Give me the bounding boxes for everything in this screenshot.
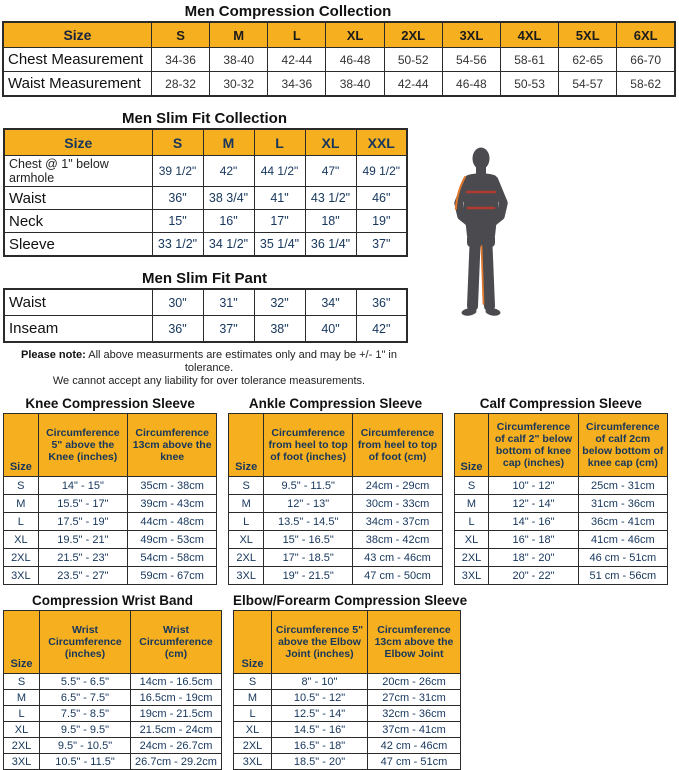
table-cell: XL [4, 531, 39, 549]
table-cell: 66-70 [617, 48, 675, 72]
slim-fit-table-header [4, 129, 407, 156]
table-cell: 3XL [4, 567, 39, 585]
tolerance-note-line2: We cannot accept any liability for over tolerance measurements. [52, 375, 366, 387]
table-cell: 49 1/2" [356, 156, 407, 187]
column-header: 6XL [617, 22, 675, 48]
table-cell: 42-44 [384, 72, 442, 97]
table-cell: 58-62 [617, 72, 675, 97]
table-cell: 9.5" - 10.5" [40, 738, 131, 754]
table-cell: 17" [254, 210, 305, 233]
table-cell: 10.5" - 11.5" [40, 754, 131, 770]
table-cell: 27cm - 31cm [368, 690, 461, 706]
ankle-sleeve-title: Ankle Compression Sleeve [248, 396, 423, 411]
column-header: L [268, 22, 326, 48]
table-cell: 16.5" - 18" [272, 738, 368, 754]
elbow-table-header [234, 611, 461, 674]
column-header: Circumference 13cm above the knee [128, 414, 217, 477]
table-row [4, 316, 407, 343]
table-cell: 12" - 13" [264, 495, 353, 513]
header-row [234, 611, 461, 674]
left-column [0, 110, 679, 388]
table-cell: Inseam [4, 316, 152, 343]
column-header: 4XL [500, 22, 558, 48]
table-cell: 54cm - 58cm [128, 549, 217, 567]
wrist-band-table [3, 610, 222, 770]
table-cell: 39 1/2" [152, 156, 203, 187]
middle-section [0, 110, 679, 388]
table-cell: 31" [203, 289, 254, 316]
table-cell: XL [454, 531, 489, 549]
table-cell: 21.5cm - 24cm [131, 722, 222, 738]
table-cell: Waist Measurement [3, 72, 151, 97]
column-header: M [203, 129, 254, 156]
table-cell: L [234, 706, 272, 722]
table-row [3, 48, 675, 72]
slim-fit-pant-table-body [4, 289, 407, 342]
table-cell: XL [234, 722, 272, 738]
table-cell: 38" [254, 316, 305, 343]
header-row [3, 22, 675, 48]
table-cell: 43 cm - 46cm [353, 549, 442, 567]
table-cell: 9.5" - 11.5" [264, 477, 353, 495]
table-cell: L [229, 513, 264, 531]
table-cell: 46-48 [442, 72, 500, 97]
table-row [3, 72, 675, 97]
table-cell: 10" - 12" [489, 477, 578, 495]
ankle-table-header [229, 414, 442, 477]
table-row [454, 495, 667, 513]
tolerance-note-label: Please note: [21, 349, 86, 361]
column-header: Circumference from heel to top of foot (cm) [353, 414, 442, 477]
table-cell: L [4, 706, 40, 722]
table-cell: 36" [356, 289, 407, 316]
table-cell: 3XL [229, 567, 264, 585]
table-row [4, 187, 407, 210]
table-cell: M [4, 690, 40, 706]
table-cell: 14" - 15" [38, 477, 127, 495]
table-cell: S [229, 477, 264, 495]
ankle-sleeve-section [228, 396, 442, 585]
table-cell: 2XL [4, 738, 40, 754]
table-row [4, 156, 407, 187]
table-cell: 34-36 [151, 48, 209, 72]
table-cell: 39cm - 43cm [128, 495, 217, 513]
table-row [234, 706, 461, 722]
table-cell: 44 1/2" [254, 156, 305, 187]
table-cell: 15" [152, 210, 203, 233]
table-cell: 46" [356, 187, 407, 210]
table-row [454, 549, 667, 567]
table-cell: 31cm - 36cm [578, 495, 667, 513]
ankle-table-body [229, 477, 442, 585]
tolerance-note-line1: All above measurments are estimates only and may be +/- 1" in tolerance. [85, 349, 397, 374]
column-header: Circumference of calf 2" below bottom of knee cap (inches) [489, 414, 578, 477]
table-cell: 30-32 [210, 72, 268, 97]
table-cell: Chest @ 1" below armhole [4, 156, 152, 187]
calf-sleeve-title: Calf Compression Sleeve [479, 396, 642, 411]
table-cell: 18" [305, 210, 356, 233]
table-cell: 35 1/4" [254, 233, 305, 257]
column-header: XL [326, 22, 384, 48]
calf-table-header [454, 414, 667, 477]
column-header: 3XL [442, 22, 500, 48]
table-cell: 17.5" - 19" [38, 513, 127, 531]
wrist-table-header [4, 611, 222, 674]
table-cell: 36cm - 41cm [578, 513, 667, 531]
table-cell: 30" [152, 289, 203, 316]
table-row [4, 567, 217, 585]
man-silhouette-figure [449, 146, 513, 322]
table-cell: 42" [203, 156, 254, 187]
table-cell: 32cm - 36cm [368, 706, 461, 722]
table-cell: S [4, 477, 39, 495]
table-cell: 25cm - 31cm [578, 477, 667, 495]
table-cell: 24cm - 26.7cm [131, 738, 222, 754]
table-cell: 16.5cm - 19cm [131, 690, 222, 706]
table-row [4, 674, 222, 690]
table-cell: 32" [254, 289, 305, 316]
size-chart-page [0, 3, 679, 768]
table-cell: 34" [305, 289, 356, 316]
table-cell: 5.5" - 6.5" [40, 674, 131, 690]
compression-collection-title: Men Compression Collection [184, 3, 392, 20]
table-row [229, 495, 442, 513]
column-header: Circumference 5" above the Knee (inches) [38, 414, 127, 477]
table-cell: 35cm - 38cm [128, 477, 217, 495]
table-cell: 47" [305, 156, 356, 187]
table-cell: 41" [254, 187, 305, 210]
table-row [229, 567, 442, 585]
header-row [4, 129, 407, 156]
table-cell: 20" - 22" [489, 567, 578, 585]
table-cell: XL [4, 722, 40, 738]
table-row [4, 754, 222, 770]
column-header: Wrist Circumference (cm) [131, 611, 222, 674]
slim-fit-table [3, 128, 408, 257]
wrist-table-body [4, 674, 222, 770]
table-cell: 37" [356, 233, 407, 257]
table-cell: 44cm - 48cm [128, 513, 217, 531]
table-cell: 46 cm - 51cm [578, 549, 667, 567]
slim-fit-table-body [4, 156, 407, 257]
table-row [4, 210, 407, 233]
header-row [454, 414, 667, 477]
table-row [229, 477, 442, 495]
table-cell: 50-52 [384, 48, 442, 72]
table-cell: 7.5" - 8.5" [40, 706, 131, 722]
table-cell: 3XL [234, 754, 272, 770]
table-row [4, 289, 407, 316]
table-cell: 43 1/2" [305, 187, 356, 210]
compression-table-header [3, 22, 675, 48]
table-cell: Sleeve [4, 233, 152, 257]
table-cell: 34 1/2" [203, 233, 254, 257]
table-row [4, 495, 217, 513]
sleeve-tables-row-2 [3, 593, 679, 770]
table-cell: 58-61 [500, 48, 558, 72]
table-cell: 23.5" - 27" [38, 567, 127, 585]
table-cell: 2XL [4, 549, 39, 567]
table-cell: 3XL [4, 754, 40, 770]
table-row [4, 722, 222, 738]
table-row [4, 513, 217, 531]
column-header: S [151, 22, 209, 48]
table-cell: 38 3/4" [203, 187, 254, 210]
table-cell: 6.5" - 7.5" [40, 690, 131, 706]
table-cell: Waist [4, 187, 152, 210]
table-cell: S [234, 674, 272, 690]
elbow-sleeve-table [233, 610, 461, 770]
table-row [4, 531, 217, 549]
table-row [234, 674, 461, 690]
table-cell: 54-57 [559, 72, 617, 97]
table-row [4, 233, 407, 257]
table-cell: L [454, 513, 489, 531]
elbow-sleeve-title: Elbow/Forearm Compression Sleeve [233, 593, 468, 608]
table-row [454, 477, 667, 495]
column-header: Size [229, 414, 264, 477]
table-cell: 2XL [454, 549, 489, 567]
column-header: Circumference 5" above the Elbow Joint (inches) [272, 611, 368, 674]
table-cell: 19cm - 21.5cm [131, 706, 222, 722]
table-cell: 36" [152, 187, 203, 210]
column-header: Size [4, 414, 39, 477]
table-cell: 38-40 [326, 72, 384, 97]
table-cell: 37cm - 41cm [368, 722, 461, 738]
table-cell: 28-32 [151, 72, 209, 97]
table-cell: XL [229, 531, 264, 549]
knee-table-body [4, 477, 217, 585]
table-cell: 19.5" - 21" [38, 531, 127, 549]
table-row [229, 531, 442, 549]
table-cell: 16" - 18" [489, 531, 578, 549]
table-cell: 38cm - 42cm [353, 531, 442, 549]
table-row [4, 549, 217, 567]
table-cell: 51 cm - 56cm [578, 567, 667, 585]
table-cell: 18" - 20" [489, 549, 578, 567]
table-cell: 46-48 [326, 48, 384, 72]
slim-fit-title: Men Slim Fit Collection [121, 110, 287, 127]
table-cell: 15.5" - 17" [38, 495, 127, 513]
table-cell: 17" - 18.5" [264, 549, 353, 567]
table-cell: 18.5" - 20" [272, 754, 368, 770]
table-cell: S [4, 674, 40, 690]
table-cell: 62-65 [559, 48, 617, 72]
table-row [4, 706, 222, 722]
table-cell: S [454, 477, 489, 495]
column-header: Circumference from heel to top of foot (inches) [264, 414, 353, 477]
table-cell: 16" [203, 210, 254, 233]
table-cell: 3XL [454, 567, 489, 585]
calf-sleeve-table [454, 413, 668, 585]
table-cell: 21.5" - 23" [38, 549, 127, 567]
table-cell: 42-44 [268, 48, 326, 72]
ankle-sleeve-table [228, 413, 442, 585]
table-cell: 19" - 21.5" [264, 567, 353, 585]
table-row [229, 513, 442, 531]
table-cell: 14cm - 16.5cm [131, 674, 222, 690]
table-cell: 42 cm - 46cm [368, 738, 461, 754]
header-row [229, 414, 442, 477]
table-cell: 42" [356, 316, 407, 343]
table-row [454, 567, 667, 585]
knee-sleeve-table [3, 413, 217, 585]
elbow-sleeve-section [233, 593, 467, 770]
table-cell: 34-36 [268, 72, 326, 97]
table-cell: M [229, 495, 264, 513]
table-row [4, 738, 222, 754]
column-header: Size [4, 611, 40, 674]
table-cell: 30cm - 33cm [353, 495, 442, 513]
column-header: Size [454, 414, 489, 477]
table-cell: 36 1/4" [305, 233, 356, 257]
table-cell: 34cm - 37cm [353, 513, 442, 531]
wrist-band-section [3, 593, 222, 770]
table-row [4, 477, 217, 495]
table-cell: Waist [4, 289, 152, 316]
table-cell: 36" [152, 316, 203, 343]
table-cell: 50-53 [500, 72, 558, 97]
table-cell: 38-40 [210, 48, 268, 72]
table-cell: 15" - 16.5" [264, 531, 353, 549]
table-cell: 2XL [229, 549, 264, 567]
compression-table-body [3, 48, 675, 97]
table-cell: 59cm - 67cm [128, 567, 217, 585]
wrist-band-title: Compression Wrist Band [31, 593, 194, 608]
table-cell: 49cm - 53cm [128, 531, 217, 549]
table-cell: 14" - 16" [489, 513, 578, 531]
table-cell: 12" - 14" [489, 495, 578, 513]
table-cell: 14.5" - 16" [272, 722, 368, 738]
column-header: S [152, 129, 203, 156]
table-cell: 54-56 [442, 48, 500, 72]
column-header: XL [305, 129, 356, 156]
table-cell: 24cm - 29cm [353, 477, 442, 495]
elbow-table-body [234, 674, 461, 770]
slim-fit-pant-title: Men Slim Fit Pant [141, 270, 267, 287]
column-header: M [210, 22, 268, 48]
table-cell: 8" - 10" [272, 674, 368, 690]
header-row [4, 414, 217, 477]
table-cell: M [234, 690, 272, 706]
column-header: Wrist Circumference (inches) [40, 611, 131, 674]
calf-table-body [454, 477, 667, 585]
table-row [454, 531, 667, 549]
table-cell: 33 1/2" [152, 233, 203, 257]
table-cell: 9.5" - 9.5" [40, 722, 131, 738]
table-cell: 41cm - 46cm [578, 531, 667, 549]
knee-table-header [4, 414, 217, 477]
table-cell: 19" [356, 210, 407, 233]
table-row [229, 549, 442, 567]
knee-sleeve-title: Knee Compression Sleeve [25, 396, 195, 411]
table-cell: 47 cm - 50cm [353, 567, 442, 585]
table-row [234, 738, 461, 754]
compression-collection-table [2, 21, 676, 97]
tolerance-note [3, 349, 415, 388]
table-cell: 37" [203, 316, 254, 343]
header-row [4, 611, 222, 674]
table-cell: 26.7cm - 29.2cm [131, 754, 222, 770]
column-header: Size [4, 129, 152, 156]
column-header: 5XL [559, 22, 617, 48]
table-cell: L [4, 513, 39, 531]
table-row [234, 722, 461, 738]
column-header: Circumference of calf 2cm below bottom of knee cap (cm) [578, 414, 667, 477]
knee-sleeve-section [3, 396, 217, 585]
table-cell: 2XL [234, 738, 272, 754]
slim-fit-pant-table [3, 288, 408, 343]
table-cell: M [4, 495, 39, 513]
table-cell: Neck [4, 210, 152, 233]
table-cell: 13.5" - 14.5" [264, 513, 353, 531]
table-cell: 40" [305, 316, 356, 343]
column-header: XXL [356, 129, 407, 156]
table-cell: 10.5" - 12" [272, 690, 368, 706]
table-cell: 12.5" - 14" [272, 706, 368, 722]
column-header: 2XL [384, 22, 442, 48]
sleeve-tables-row-1 [3, 396, 679, 585]
table-cell: 47 cm - 51cm [368, 754, 461, 770]
table-cell: M [454, 495, 489, 513]
table-row [234, 754, 461, 770]
table-row [454, 513, 667, 531]
column-header: L [254, 129, 305, 156]
table-cell: 20cm - 26cm [368, 674, 461, 690]
table-cell: Chest Measurement [3, 48, 151, 72]
column-header: Size [3, 22, 151, 48]
calf-sleeve-section [454, 396, 668, 585]
column-header: Size [234, 611, 272, 674]
column-header: Circumference 13cm above the Elbow Joint [368, 611, 461, 674]
